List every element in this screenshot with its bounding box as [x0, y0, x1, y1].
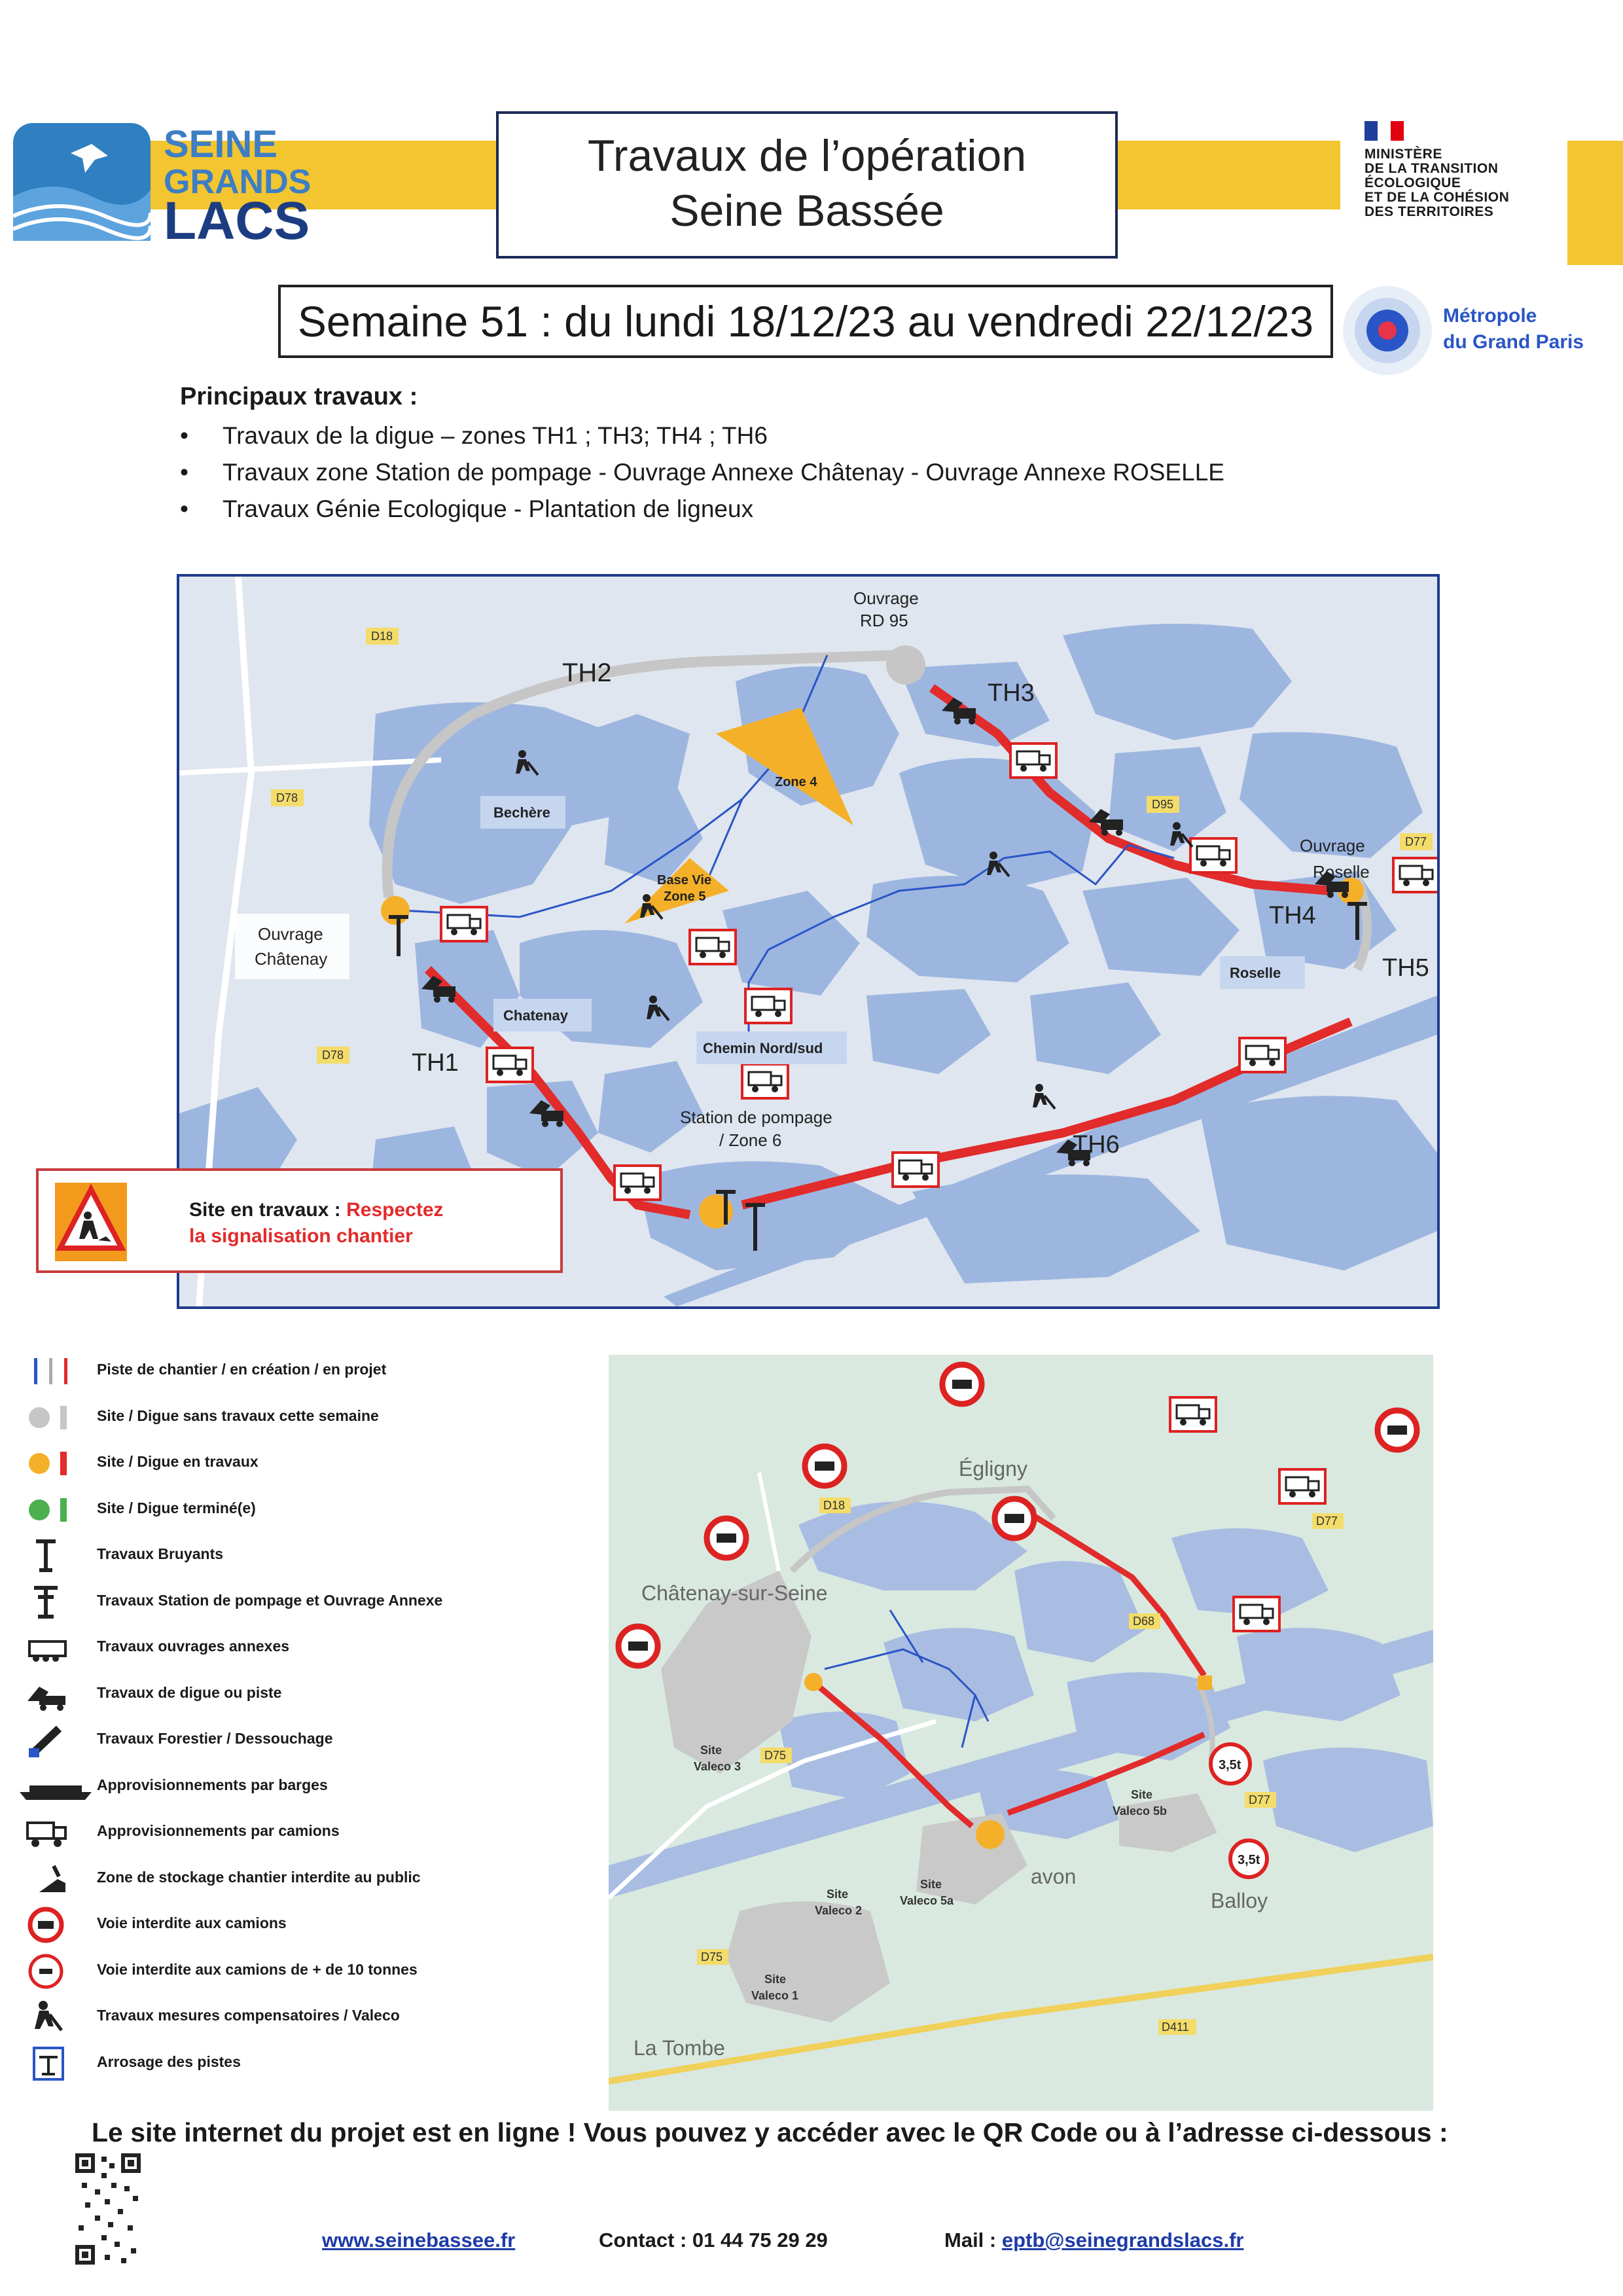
legend-row: [20, 1859, 596, 1906]
dike-works-icon: [20, 1675, 98, 1714]
secondary-map[interactable]: [609, 1355, 1433, 2111]
svg-text:Site: Site: [700, 1744, 722, 1757]
works-item: • Travaux de la digue – zones TH1 ; TH3; TH4 ; TH6: [180, 418, 1224, 454]
legend-label: Voie interdite aux camions: [97, 1914, 287, 1931]
truck-icon: [1010, 744, 1056, 778]
warning-text-3: la signalisation chantier: [189, 1225, 413, 1247]
orange-site-marker: [699, 1194, 733, 1229]
no-trucks-icon: [805, 1446, 844, 1486]
legend-row: [20, 1352, 596, 1398]
svg-text:TH3: TH3: [988, 679, 1035, 707]
no-trucks-icon: [942, 1365, 982, 1404]
svg-text:/ Zone 6: / Zone 6: [719, 1130, 782, 1150]
chainsaw-icon: [20, 1721, 98, 1760]
roadworks-warning-icon: [55, 1183, 127, 1261]
legend-label: Piste de chantier / en création / en projet: [97, 1361, 387, 1378]
no-trucks-icon: [995, 1499, 1034, 1538]
svg-text:LACS: LACS: [164, 191, 310, 249]
svg-text:TH2: TH2: [562, 658, 612, 687]
works-title: Principaux travaux :: [180, 383, 418, 410]
truck-icon: [745, 989, 791, 1023]
legend-row: [20, 1490, 596, 1537]
mail-label: Mail :: [944, 2229, 1002, 2251]
svg-text:D18: D18: [371, 630, 393, 643]
works-list: [180, 418, 1224, 528]
truck-icon: [1279, 1469, 1325, 1503]
svg-text:Site: Site: [827, 1888, 849, 1901]
legend-row: [20, 1536, 596, 1583]
title-box: [496, 111, 1118, 259]
svg-text:Valeco 5a: Valeco 5a: [900, 1894, 954, 1907]
svg-text:Ouvrage: Ouvrage: [1300, 836, 1365, 855]
svg-text:du Grand Paris: du Grand Paris: [1443, 331, 1584, 353]
ministry-line-1: MINISTÈRE: [1364, 147, 1442, 162]
truck-icon: [615, 1166, 660, 1200]
truck-icon: [1190, 838, 1236, 872]
svg-text:D77: D77: [1405, 835, 1427, 848]
legend-row: [20, 1583, 596, 1629]
orange-site-marker: [381, 896, 410, 925]
svg-text:Chatenay: Chatenay: [503, 1007, 569, 1024]
svg-text:Site: Site: [920, 1878, 942, 1891]
ministry-line-4: ET DE LA COHÉSION: [1364, 190, 1510, 205]
sprinkler-icon: [20, 2044, 98, 2083]
legend-label: Travaux mesures compensatoires / Valeco: [97, 2007, 400, 2024]
legend-label: Arrosage des pistes: [97, 2053, 241, 2070]
svg-text:D411: D411: [1162, 2020, 1189, 2034]
seine-grands-lacs-logo: [13, 118, 340, 249]
title-line-1: Travaux de l’opération: [587, 131, 1027, 181]
no-trucks-icon: [707, 1518, 746, 1558]
svg-text:Site: Site: [1131, 1788, 1153, 1801]
orange-site-marker: [1198, 1676, 1212, 1690]
svg-text:Balloy: Balloy: [1211, 1889, 1268, 1912]
svg-text:Station de pompage: Station de pompage: [680, 1107, 832, 1127]
contact-phone: Contact : 01 44 75 29 29: [599, 2229, 828, 2251]
works-item: • Travaux zone Station de pompage - Ouvrage Annexe Châtenay - Ouvrage Annexe ROSELLE: [180, 454, 1224, 491]
metropole-logo: [1342, 281, 1616, 380]
annex-works-icon: [20, 1628, 98, 1668]
legend-label: Zone de stockage chantier interdite au public: [97, 1868, 421, 1886]
svg-text:Ouvrage: Ouvrage: [853, 588, 919, 608]
warning-text-2: Respectez: [346, 1199, 444, 1221]
svg-text:La Tombe: La Tombe: [633, 2036, 725, 2060]
qr-code[interactable]: [75, 2153, 141, 2265]
no-trucks-icon: [618, 1626, 658, 1666]
legend-label: Travaux Forestier / Dessouchage: [97, 1730, 333, 1747]
svg-text:Châtenay: Châtenay: [255, 949, 328, 969]
weight-limit-icon: [1211, 1744, 1250, 1784]
legend-label: Travaux Station de pompage et Ouvrage Annexe: [97, 1591, 443, 1609]
svg-text:Chemin Nord/sud: Chemin Nord/sud: [703, 1040, 823, 1056]
svg-text:Bechère: Bechère: [493, 804, 550, 821]
svg-text:D68: D68: [1133, 1615, 1155, 1628]
legend-row: [20, 1998, 596, 2044]
truck-icon: [742, 1064, 788, 1098]
legend-row: [20, 1398, 596, 1444]
svg-text:TH4: TH4: [1269, 902, 1316, 929]
svg-text:TH5: TH5: [1382, 954, 1429, 982]
grey-site-marker: [886, 645, 925, 685]
legend: [20, 1352, 596, 2090]
svg-text:Roselle: Roselle: [1313, 862, 1370, 882]
truck-icon: [1240, 1038, 1285, 1072]
legend-row: [20, 1952, 596, 1998]
truck-icon: [487, 1048, 533, 1082]
no-trucks-icon: [1378, 1410, 1417, 1450]
header-band-right: [1118, 141, 1340, 209]
svg-text:D77: D77: [1249, 1793, 1271, 1806]
website-link[interactable]: www.seinebassee.fr: [322, 2229, 516, 2251]
no-trucks-icon: [20, 1905, 98, 1945]
legend-row: [20, 1675, 596, 1721]
legend-row: [20, 1767, 596, 1814]
svg-text:Zone 4: Zone 4: [775, 775, 817, 789]
truck-icon: [441, 907, 487, 941]
ministry-line-5: DES TERRITOIRES: [1364, 204, 1494, 219]
blue-white-red-lines-icon: [20, 1352, 98, 1391]
works-item: • Travaux Génie Ecologique - Plantation de ligneux: [180, 491, 1224, 528]
legend-label: Travaux de digue ou piste: [97, 1683, 282, 1701]
svg-text:RD 95: RD 95: [860, 611, 908, 630]
svg-text:Valeco 3: Valeco 3: [694, 1760, 741, 1773]
svg-text:Valeco 5b: Valeco 5b: [1113, 1804, 1168, 1818]
svg-text:D95: D95: [1152, 798, 1174, 811]
truck-icon: [1234, 1597, 1279, 1631]
legend-row: [20, 2044, 596, 2090]
title-line-2: Seine Bassée: [669, 186, 944, 236]
svg-text:3,5t: 3,5t: [1219, 1758, 1241, 1772]
svg-text:D78: D78: [276, 791, 298, 804]
website-message: Le site internet du projet est en ligne ! Vous pouvez y accéder avec le QR Code ou à l’adresse ci-dessous :: [92, 2117, 1448, 2147]
truck-icon: [690, 930, 736, 964]
weight-limit-icon: [1230, 1840, 1267, 1877]
legend-label: Travaux ouvrages annexes: [97, 1638, 290, 1655]
grey-site-icon: [20, 1398, 98, 1437]
svg-text:Châtenay-sur-Seine: Châtenay-sur-Seine: [641, 1581, 828, 1605]
svg-text:Site: Site: [764, 1973, 787, 1986]
ministry-logo: [1361, 118, 1610, 281]
orange-site-marker: [804, 1673, 823, 1691]
svg-text:D75: D75: [764, 1749, 787, 1762]
svg-text:SEINE: SEINE: [164, 123, 278, 166]
weight-limit-icon: [20, 1952, 98, 1991]
pile-driver-icon: [20, 1536, 98, 1575]
orange-site-marker: [976, 1820, 1005, 1849]
svg-text:D77: D77: [1316, 1515, 1338, 1528]
french-flag-icon: [1364, 118, 1430, 144]
station-icon: [20, 1583, 98, 1622]
truck-icon: [20, 1813, 98, 1852]
svg-text:Égligny: Égligny: [959, 1457, 1027, 1480]
svg-text:GRANDS: GRANDS: [164, 163, 312, 201]
ministry-line-3: ÉCOLOGIQUE: [1364, 175, 1461, 190]
truck-icon: [1393, 858, 1437, 892]
legend-label: Site / Digue terminé(e): [97, 1499, 256, 1516]
mail-link[interactable]: eptb@seinegrandslacs.fr: [1001, 2229, 1244, 2251]
ministry-line-2: DE LA TRANSITION: [1364, 161, 1499, 176]
legend-label: Approvisionnements par barges: [97, 1776, 328, 1793]
svg-text:Zone 5: Zone 5: [664, 889, 706, 904]
legend-label: Voie interdite aux camions de + de 10 tonnes: [97, 1960, 418, 1978]
truck-icon: [1170, 1397, 1216, 1431]
svg-text:Roselle: Roselle: [1230, 965, 1281, 981]
legend-label: Site / Digue sans travaux cette semaine: [97, 1407, 379, 1424]
legend-row: [20, 1813, 596, 1859]
svg-text:Valeco 2: Valeco 2: [815, 1904, 863, 1917]
legend-row: [20, 1721, 596, 1767]
legend-label: Travaux Bruyants: [97, 1545, 224, 1562]
storage-icon: [20, 1859, 98, 1899]
svg-text:Ouvrage: Ouvrage: [258, 924, 323, 944]
green-site-icon: [20, 1490, 98, 1530]
legend-row: [20, 1905, 596, 1952]
svg-text:D18: D18: [823, 1499, 846, 1512]
legend-label: Approvisionnements par camions: [97, 1822, 340, 1839]
svg-text:Métropole: Métropole: [1443, 305, 1537, 327]
svg-text:D78: D78: [322, 1049, 344, 1062]
legend-row: [20, 1628, 596, 1675]
svg-text:Base Vie: Base Vie: [657, 873, 712, 888]
legend-row: [20, 1444, 596, 1490]
warning-text-1: Site en travaux :: [189, 1199, 347, 1221]
warning-box: [36, 1168, 563, 1273]
worker-icon: [20, 1998, 98, 2037]
week-banner: Semaine 51 : du lundi 18/12/23 au vendredi 22/12/23: [278, 285, 1333, 358]
svg-text:Valeco 1: Valeco 1: [751, 1989, 799, 2002]
svg-text:avon: avon: [1031, 1865, 1077, 1888]
svg-text:TH6: TH6: [1073, 1131, 1120, 1158]
svg-text:3,5t: 3,5t: [1238, 1853, 1260, 1867]
orange-site-icon: [20, 1444, 98, 1483]
svg-text:D75: D75: [701, 1950, 723, 1964]
barge-icon: [20, 1767, 98, 1806]
svg-text:TH1: TH1: [412, 1049, 459, 1077]
truck-icon: [893, 1153, 938, 1187]
legend-label: Site / Digue en travaux: [97, 1453, 259, 1470]
